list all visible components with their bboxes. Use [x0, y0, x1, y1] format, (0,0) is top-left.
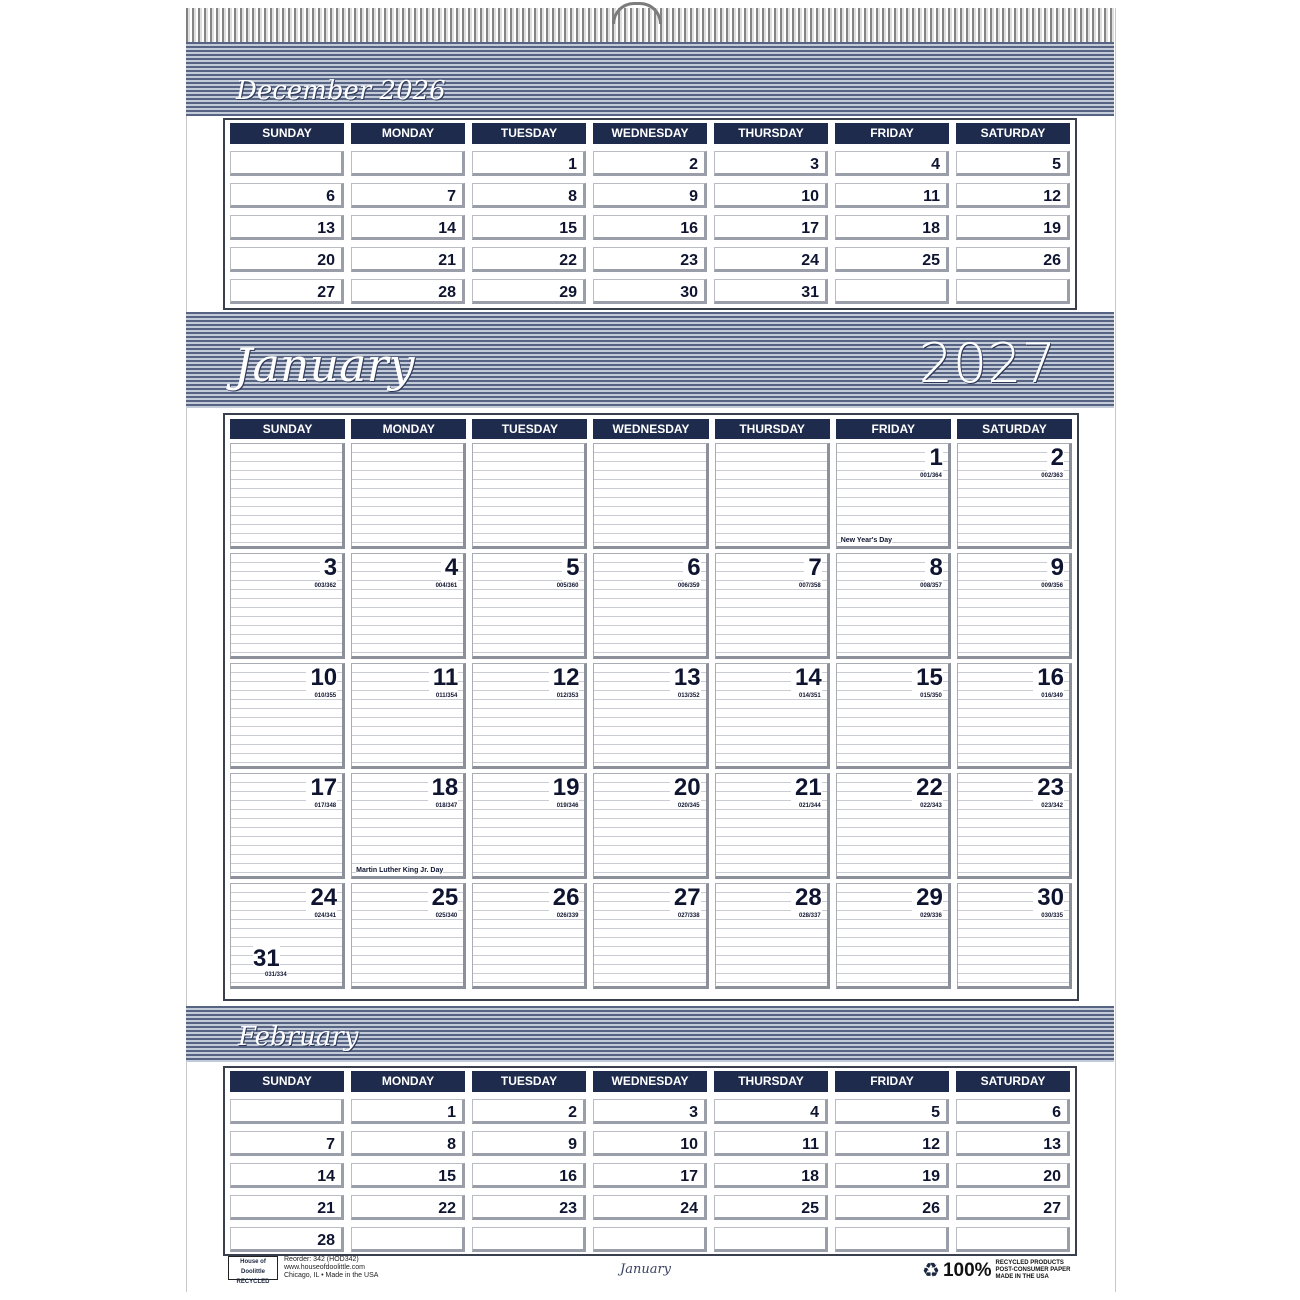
weekday-header: TUESDAY [472, 1071, 586, 1092]
day-of-year: 005/360 [556, 583, 579, 589]
day-cell[interactable]: 14 [230, 1163, 344, 1188]
day-number: 5 [562, 554, 579, 582]
weekday-header: TUESDAY [472, 123, 586, 144]
weekday-header: WEDNESDAY [593, 1071, 707, 1092]
day-number: 1 [925, 444, 942, 472]
weekday-header: THURSDAY [714, 1071, 828, 1092]
day-cell[interactable]: 3 [714, 151, 828, 176]
day-number: 24 [306, 884, 337, 912]
day-of-year: 025/340 [435, 913, 458, 919]
december-title: December 2026 [236, 76, 446, 106]
day-cell[interactable]: 9 [593, 183, 707, 208]
weekday-header: SUNDAY [230, 1071, 344, 1092]
calendar-footer [228, 1252, 1078, 1284]
day-number: 27 [670, 884, 701, 912]
december-weekday-row [225, 120, 1075, 144]
day-cell[interactable]: 27 [956, 1195, 1070, 1220]
day-cell[interactable]: 22 [351, 1195, 465, 1220]
day-cell[interactable] [714, 1227, 828, 1252]
day-cell[interactable]: 4 [835, 151, 949, 176]
day-cell[interactable]: 20 [956, 1163, 1070, 1188]
day-cell[interactable]: 13 [230, 215, 344, 240]
day-cell[interactable]: 26 [956, 247, 1070, 272]
day-number: 31 [253, 945, 280, 972]
day-number: 25 [428, 884, 459, 912]
day-cell[interactable] [351, 773, 466, 879]
day-cell[interactable] [715, 443, 830, 549]
january-title: January [234, 338, 415, 392]
day-of-year: 011/354 [435, 693, 458, 699]
day-number: 30 [1033, 884, 1064, 912]
day-number: 12 [549, 664, 580, 692]
day-number: 19 [549, 774, 580, 802]
day-cell[interactable] [230, 1099, 344, 1124]
day-cell[interactable]: 28 [230, 1227, 344, 1252]
day-cell[interactable] [472, 443, 587, 549]
day-cell[interactable] [957, 553, 1072, 659]
january-year: 2027 [918, 332, 1056, 395]
logo-recycled-text: RECYCLED [236, 1279, 270, 1285]
wire-hanger [612, 2, 662, 24]
day-cell[interactable]: 30 [593, 279, 707, 304]
day-number: 28 [791, 884, 822, 912]
day-cell[interactable]: 18 [835, 215, 949, 240]
day-cell[interactable] [957, 883, 1072, 989]
day-cell[interactable] [351, 1227, 465, 1252]
day-cell[interactable]: 16 [472, 1163, 586, 1188]
day-cell[interactable]: 11 [835, 183, 949, 208]
day-cell[interactable] [472, 883, 587, 989]
website-text: www.houseofdoolittle.com [284, 1264, 365, 1271]
day-of-year: 013/352 [677, 693, 700, 699]
day-of-year: 026/339 [556, 913, 579, 919]
day-cell[interactable] [593, 443, 708, 549]
day-of-year: 021/344 [799, 803, 821, 809]
holiday-label: Martin Luther King Jr. Day [356, 867, 444, 874]
day-cell[interactable]: 19 [835, 1163, 949, 1188]
day-of-year: 028/337 [799, 913, 821, 919]
day-cell[interactable]: 27 [230, 279, 344, 304]
day-cell[interactable]: 10 [714, 183, 828, 208]
day-cell[interactable]: 5 [835, 1099, 949, 1124]
day-cell[interactable] [715, 883, 830, 989]
day-cell[interactable]: 9 [472, 1131, 586, 1156]
day-cell[interactable]: 5 [956, 151, 1070, 176]
day-of-year: 031/334 [265, 972, 287, 978]
day-cell[interactable]: 6 [230, 183, 344, 208]
day-of-year: 018/347 [435, 803, 458, 809]
december-banner [186, 42, 1114, 116]
day-cell[interactable]: 7 [351, 183, 465, 208]
day-cell[interactable] [593, 1227, 707, 1252]
december-grid [223, 118, 1077, 310]
day-cell[interactable] [957, 663, 1072, 769]
day-cell[interactable] [835, 279, 949, 304]
day-of-year: 001/364 [920, 473, 942, 479]
day-cell[interactable] [956, 1227, 1070, 1252]
december-days [225, 144, 1075, 304]
day-of-year: 027/338 [677, 913, 700, 919]
recycled-note-line-2: POST-CONSUMER PAPER [995, 1267, 1071, 1273]
day-cell[interactable]: 3 [593, 1099, 707, 1124]
weekday-header: FRIDAY [835, 123, 949, 144]
day-number: 6 [683, 554, 700, 582]
february-days [225, 1092, 1075, 1252]
day-cell[interactable] [836, 443, 951, 549]
day-cell[interactable] [593, 883, 708, 989]
brand-logo [228, 1256, 278, 1285]
day-of-year: 014/351 [799, 693, 821, 699]
february-weekday-row [225, 1068, 1075, 1092]
february-banner [186, 1006, 1114, 1062]
day-of-year: 030/335 [1041, 913, 1063, 919]
day-of-year: 019/346 [556, 803, 579, 809]
day-cell[interactable] [472, 553, 587, 659]
day-number: 29 [912, 884, 943, 912]
day-cell[interactable]: 20 [230, 247, 344, 272]
recycled-note-line-3: MADE IN THE USA [995, 1274, 1049, 1280]
january-days [225, 439, 1077, 989]
day-cell[interactable]: 7 [230, 1131, 344, 1156]
day-number: 14 [791, 664, 822, 692]
day-cell[interactable]: 25 [835, 247, 949, 272]
day-number: 18 [428, 774, 459, 802]
day-cell[interactable] [715, 553, 830, 659]
day-cell[interactable]: 11 [714, 1131, 828, 1156]
day-cell[interactable] [957, 443, 1072, 549]
day-cell[interactable] [836, 883, 951, 989]
day-number: 2 [1047, 444, 1064, 472]
day-cell[interactable]: 13 [956, 1131, 1070, 1156]
day-cell[interactable]: 21 [351, 247, 465, 272]
february-title: February [238, 1022, 359, 1052]
weekday-header: THURSDAY [714, 123, 828, 144]
day-cell[interactable] [230, 553, 345, 659]
day-cell[interactable] [351, 443, 466, 549]
day-number: 8 [925, 554, 942, 582]
weekday-header: MONDAY [351, 123, 465, 144]
day-cell[interactable] [230, 883, 345, 989]
day-number: 11 [429, 664, 458, 692]
day-number: 20 [670, 774, 701, 802]
day-number: 4 [441, 554, 458, 582]
day-cell[interactable] [351, 883, 466, 989]
day-number: 7 [804, 554, 821, 582]
recycle-icon: ♻ [922, 1260, 940, 1282]
day-cell[interactable]: 8 [351, 1131, 465, 1156]
day-cell[interactable]: 24 [593, 1195, 707, 1220]
day-cell[interactable]: 25 [714, 1195, 828, 1220]
day-of-year: 006/359 [677, 583, 700, 589]
day-cell[interactable]: 31 [714, 279, 828, 304]
weekday-header: WEDNESDAY [593, 123, 707, 144]
weekday-header: WEDNESDAY [593, 419, 708, 439]
day-cell[interactable]: 4 [714, 1099, 828, 1124]
day-of-year: 016/349 [1041, 693, 1063, 699]
day-number: 21 [791, 774, 822, 802]
day-number: 22 [912, 774, 943, 802]
reorder-info [284, 1256, 378, 1280]
day-of-year: 023/342 [1041, 803, 1063, 809]
weekday-header: FRIDAY [836, 419, 951, 439]
day-cell[interactable]: 8 [472, 183, 586, 208]
weekday-header: SATURDAY [957, 419, 1072, 439]
day-cell[interactable]: 15 [351, 1163, 465, 1188]
day-cell[interactable]: 1 [351, 1099, 465, 1124]
recycled-percent: 100% [942, 1259, 992, 1281]
day-cell[interactable]: 18 [714, 1163, 828, 1188]
day-cell[interactable] [593, 663, 708, 769]
day-cell[interactable]: 12 [956, 183, 1070, 208]
recycled-note [996, 1260, 1071, 1281]
day-cell[interactable] [472, 773, 587, 879]
day-cell[interactable]: 10 [593, 1131, 707, 1156]
weekday-header: MONDAY [351, 419, 466, 439]
weekday-header: SATURDAY [956, 123, 1070, 144]
day-cell[interactable]: 14 [351, 215, 465, 240]
day-cell[interactable] [593, 773, 708, 879]
day-of-year: 003/362 [314, 583, 337, 589]
day-of-year: 007/358 [799, 583, 821, 589]
day-cell[interactable] [836, 663, 951, 769]
day-cell[interactable] [351, 553, 466, 659]
footer-month-label: January [620, 1262, 672, 1277]
day-of-year: 009/356 [1041, 583, 1063, 589]
day-of-year: 004/361 [435, 583, 458, 589]
weekday-header: SATURDAY [956, 1071, 1070, 1092]
weekday-header: SUNDAY [230, 123, 344, 144]
weekday-header: SUNDAY [230, 419, 345, 439]
day-cell[interactable]: 28 [351, 279, 465, 304]
day-number: 16 [1033, 664, 1064, 692]
day-cell[interactable]: 21 [230, 1195, 344, 1220]
day-number: 13 [670, 664, 701, 692]
day-cell[interactable]: 2 [593, 151, 707, 176]
day-of-year: 002/363 [1041, 473, 1063, 479]
day-number: 26 [549, 884, 580, 912]
day-cell[interactable] [835, 1227, 949, 1252]
day-of-year: 017/348 [314, 803, 337, 809]
day-cell[interactable]: 26 [835, 1195, 949, 1220]
day-number: 15 [912, 664, 943, 692]
january-weekday-row [225, 415, 1077, 439]
day-cell[interactable] [230, 151, 344, 176]
logo-top-text: House of Doolittle [240, 1259, 266, 1275]
day-cell[interactable]: 15 [472, 215, 586, 240]
day-cell[interactable]: 22 [472, 247, 586, 272]
day-cell[interactable] [230, 773, 345, 879]
day-number: 17 [306, 774, 337, 802]
day-cell[interactable] [351, 663, 466, 769]
weekday-header: FRIDAY [835, 1071, 949, 1092]
day-cell[interactable]: 1 [472, 151, 586, 176]
weekday-header: MONDAY [351, 1071, 465, 1092]
day-of-year: 024/341 [314, 913, 337, 919]
day-cell[interactable]: 2 [472, 1099, 586, 1124]
holiday-label: New Year's Day [840, 537, 893, 544]
day-of-year: 008/357 [920, 583, 942, 589]
day-cell[interactable] [230, 663, 345, 769]
day-cell[interactable]: 29 [472, 279, 586, 304]
day-cell[interactable] [351, 151, 465, 176]
day-cell[interactable]: 16 [593, 215, 707, 240]
day-cell[interactable] [472, 1227, 586, 1252]
day-of-year: 012/353 [556, 693, 579, 699]
day-cell[interactable]: 24 [714, 247, 828, 272]
day-cell[interactable] [715, 773, 830, 879]
day-cell[interactable]: 23 [593, 247, 707, 272]
day-cell[interactable]: 17 [593, 1163, 707, 1188]
day-number: 9 [1047, 554, 1064, 582]
day-of-year: 015/350 [920, 693, 942, 699]
day-of-year: 022/343 [920, 803, 942, 809]
recycled-note-line-1: RECYCLED PRODUCTS [995, 1260, 1064, 1266]
day-of-year: 020/345 [677, 803, 700, 809]
day-cell[interactable] [230, 443, 345, 549]
day-cell[interactable] [715, 663, 830, 769]
recycled-badge [922, 1258, 1070, 1283]
day-cell[interactable]: 6 [956, 1099, 1070, 1124]
day-cell[interactable] [956, 279, 1070, 304]
weekday-header: THURSDAY [715, 419, 830, 439]
day-of-year: 029/336 [920, 913, 942, 919]
day-number: 3 [320, 554, 337, 582]
day-number: 10 [306, 664, 337, 692]
day-cell[interactable] [472, 663, 587, 769]
january-banner [186, 312, 1114, 408]
day-cell[interactable] [836, 553, 951, 659]
day-cell[interactable]: 23 [472, 1195, 586, 1220]
day-cell[interactable]: 19 [956, 215, 1070, 240]
day-cell[interactable] [957, 773, 1072, 879]
january-grid [223, 413, 1079, 1001]
day-number: 23 [1033, 774, 1064, 802]
location-text: Chicago, IL • Made in the USA [284, 1272, 379, 1279]
day-cell[interactable] [593, 553, 708, 659]
day-cell[interactable] [836, 773, 951, 879]
day-of-year: 010/355 [314, 693, 337, 699]
february-grid [223, 1066, 1077, 1256]
day-cell[interactable]: 12 [835, 1131, 949, 1156]
weekday-header: TUESDAY [472, 419, 587, 439]
day-cell[interactable]: 17 [714, 215, 828, 240]
reorder-number: Reorder: 342 (HOD342) [284, 1256, 359, 1263]
